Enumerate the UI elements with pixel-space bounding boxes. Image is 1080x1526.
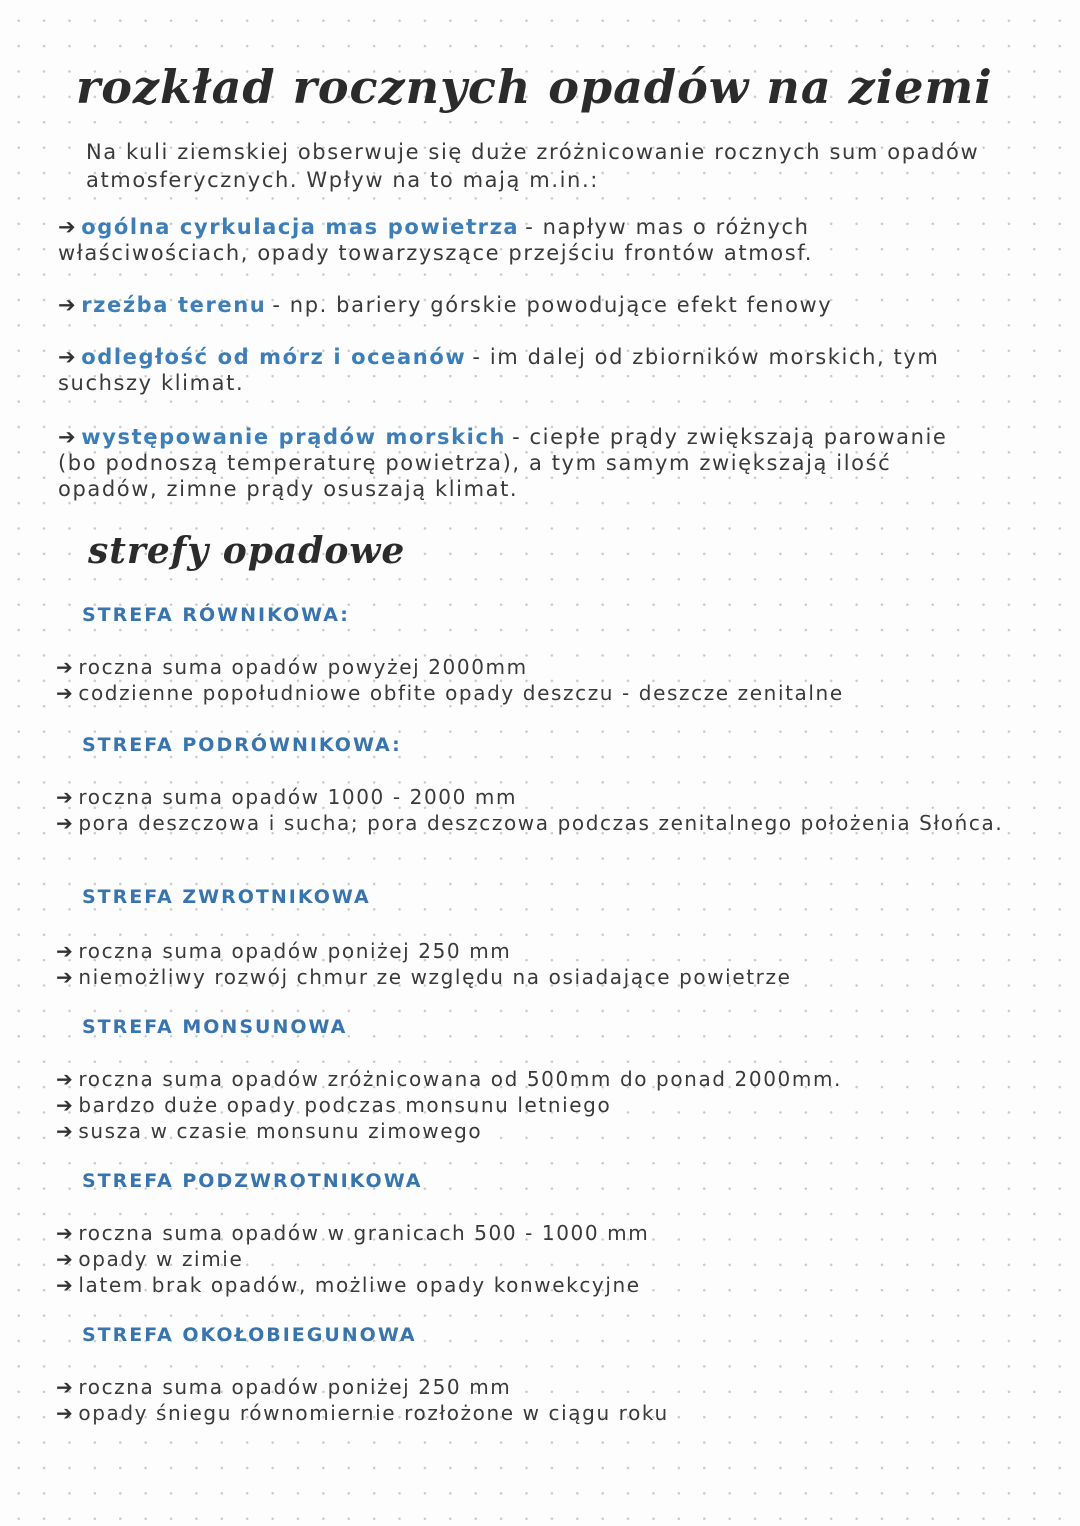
list-item [56, 1400, 1046, 1426]
list-item-text: roczna suma opadów poniżej 250 mm [78, 939, 512, 963]
factor-item [58, 214, 988, 266]
list-item-text: niemożliwy rozwój chmur ze względu na osiadające powietrze [78, 965, 792, 989]
arrow-icon: ➔ [56, 939, 75, 963]
factor-term: ogólna cyrkulacja mas powietrza [81, 215, 520, 239]
list-item-text: codzienne popołudniowe obfite opady deszczu - deszcze zenitalne [78, 681, 844, 705]
list-item-text: opady w zimie [78, 1247, 244, 1271]
list-item-text: roczna suma opadów powyżej 2000mm [78, 655, 528, 679]
arrow-icon: ➔ [56, 965, 75, 989]
factor-item [58, 424, 988, 502]
zone-list [56, 1220, 1046, 1298]
list-item-text: opady śniegu równomiernie rozłożone w ciągu roku [78, 1401, 669, 1425]
list-item-text: roczna suma opadów zróżnicowana od 500mm do ponad 2000mm. [78, 1067, 842, 1091]
list-item [56, 1374, 1046, 1400]
arrow-icon: ➔ [56, 1247, 75, 1271]
arrow-icon: ➔ [56, 811, 75, 835]
arrow-icon: ➔ [56, 1375, 75, 1399]
list-item-text: susza w czasie monsunu zimowego [78, 1119, 483, 1143]
list-item-text: latem brak opadów, możliwe opady konwekcyjne [78, 1273, 641, 1297]
arrow-icon: ➔ [56, 1093, 75, 1117]
list-item-text: roczna suma opadów poniżej 250 mm [78, 1375, 512, 1399]
list-item [56, 1118, 1046, 1144]
list-item [56, 654, 1046, 680]
arrow-icon: ➔ [56, 1273, 75, 1297]
arrow-icon: ➔ [58, 345, 78, 369]
factor-term: rzeźba terenu [81, 293, 267, 317]
zone-list [56, 1374, 1046, 1426]
factor-item [58, 292, 988, 318]
arrow-icon: ➔ [56, 1221, 75, 1245]
zone-heading: STREFA PODZWROTNIKOWA [82, 1170, 423, 1192]
arrow-icon: ➔ [56, 785, 75, 809]
factor-description: - napływ mas o różnych właściwościach, opady towarzyszące przejściu frontów atmosf. [58, 215, 814, 265]
zone-heading: STREFA PODRÓWNIKOWA: [82, 734, 402, 756]
list-item-text: roczna suma opadów 1000 - 2000 mm [78, 785, 518, 809]
factor-term: występowanie prądów morskich [81, 425, 507, 449]
arrow-icon: ➔ [58, 293, 78, 317]
list-item [56, 1246, 1046, 1272]
intro-text: Na kuli ziemskiej obserwuje się duże zróżnicowanie rocznych sum opadów atmosferycznych. Wpływ na to mają m.in.: [86, 140, 980, 192]
arrow-icon: ➔ [56, 1067, 75, 1091]
list-item [56, 680, 1046, 706]
factor-description: - im dalej od zbiorników morskich, tym suchszy klimat. [58, 345, 940, 395]
list-item-text: bardzo duże opady podczas monsunu letniego [78, 1093, 612, 1117]
factor-item [58, 344, 988, 396]
list-item [56, 938, 1046, 964]
zone-heading: STREFA ZWROTNIKOWA [82, 886, 371, 908]
page-title: rozkład rocznych opadów na ziemi [76, 60, 993, 114]
zone-heading: STREFA OKOŁOBIEGUNOWA [82, 1324, 417, 1346]
zone-list [56, 938, 1046, 990]
list-item [56, 784, 1046, 810]
arrow-icon: ➔ [58, 215, 78, 239]
list-item [56, 1220, 1046, 1246]
zone-list [56, 784, 1046, 836]
factor-description: - np. bariery górskie powodujące efekt fenowy [272, 293, 833, 317]
list-item [56, 1066, 1046, 1092]
list-item-text: roczna suma opadów w granicach 500 - 1000 mm [78, 1221, 650, 1245]
zone-heading: STREFA MONSUNOWA [82, 1016, 348, 1038]
zone-list [56, 1066, 1046, 1144]
list-item [56, 1272, 1046, 1298]
list-item-text: pora deszczowa i sucha; pora deszczowa podczas zenitalnego położenia Słońca. [78, 811, 1004, 835]
factor-term: odległość od mórz i oceanów [81, 345, 467, 369]
factor-description: - ciepłe prądy zwiększają parowanie (bo podnoszą temperaturę powietrza), a tym samym zwiększają ilość opadów, zimne prądy osuszają klimat. [58, 425, 948, 501]
arrow-icon: ➔ [58, 425, 78, 449]
section-title: strefy opadowe [88, 530, 406, 572]
zone-list [56, 654, 1046, 706]
arrow-icon: ➔ [56, 1401, 75, 1425]
zone-heading: STREFA RÓWNIKOWA: [82, 604, 350, 626]
list-item [56, 810, 1046, 836]
arrow-icon: ➔ [56, 655, 75, 679]
arrow-icon: ➔ [56, 1119, 75, 1143]
list-item [56, 964, 1046, 990]
arrow-icon: ➔ [56, 681, 75, 705]
list-item [56, 1092, 1046, 1118]
